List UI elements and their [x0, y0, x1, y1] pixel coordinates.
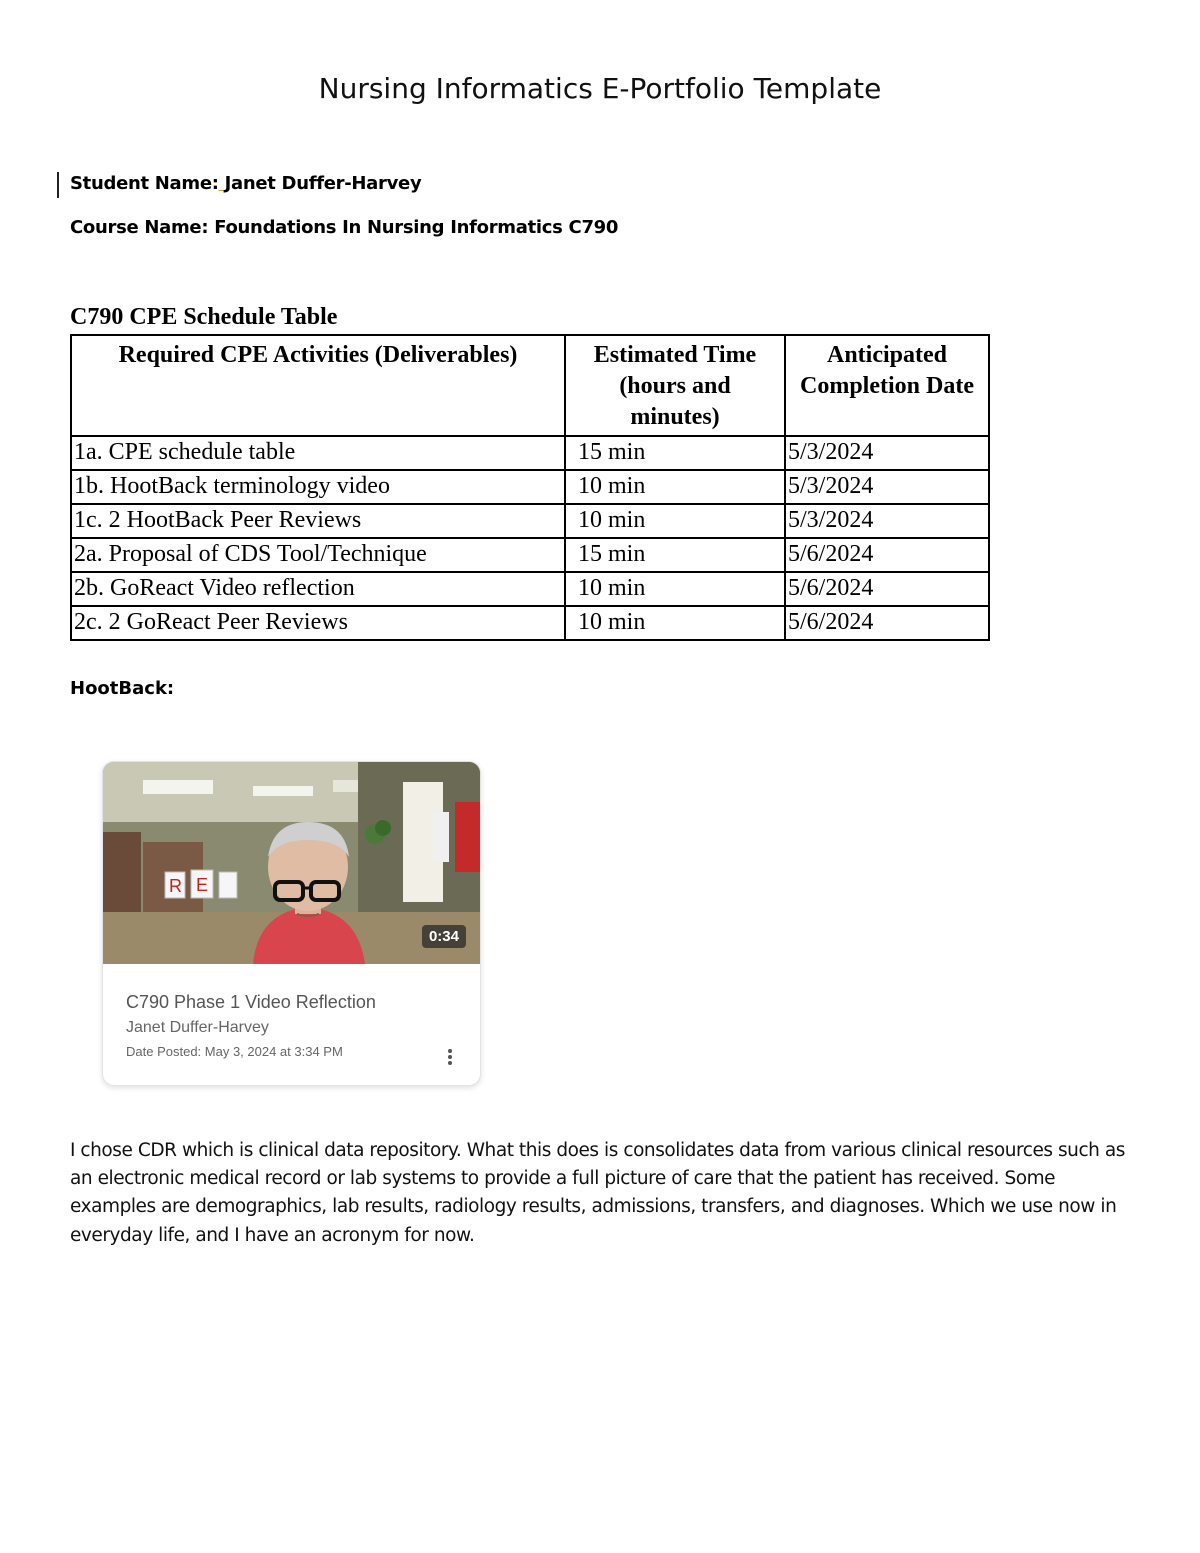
time-cell: 15 min: [565, 436, 785, 470]
activity-cell: 1c. 2 HootBack Peer Reviews: [71, 504, 565, 538]
time-cell: 10 min: [565, 470, 785, 504]
course-name-line: [70, 217, 618, 238]
header-estimated-time: Estimated Time (hours and minutes): [565, 335, 785, 436]
table-row: [71, 470, 989, 504]
date-cell: 5/3/2024: [785, 436, 989, 470]
sign-letter: E: [196, 875, 209, 895]
date-cell: 5/3/2024: [785, 504, 989, 538]
text-cursor: [57, 172, 59, 198]
hootback-label: HootBack:: [70, 678, 175, 699]
more-vertical-icon[interactable]: [442, 1047, 458, 1067]
time-cell: 10 min: [565, 572, 785, 606]
video-card[interactable]: [102, 761, 481, 1086]
time-cell: 15 min: [565, 538, 785, 572]
time-cell: 10 min: [565, 504, 785, 538]
course-name-value: Foundations In Nursing Informatics C790: [214, 217, 619, 238]
student-name-label: Student Name:: [70, 173, 219, 194]
table-header-row: [71, 335, 989, 436]
table-row: [71, 572, 989, 606]
date-cell: 5/3/2024: [785, 470, 989, 504]
video-author: Janet Duffer-Harvey: [126, 1019, 269, 1036]
date-cell: 5/6/2024: [785, 606, 989, 640]
video-title[interactable]: C790 Phase 1 Video Reflection: [126, 992, 376, 1012]
table-row: [71, 504, 989, 538]
video-date-posted: Date Posted: May 3, 2024 at 3:34 PM: [126, 1044, 343, 1059]
video-duration-badge: 0:34: [422, 925, 466, 948]
table-caption: C790 CPE Schedule Table: [70, 304, 338, 330]
date-cell: 5/6/2024: [785, 538, 989, 572]
header-activities: Required CPE Activities (Deliverables): [71, 335, 565, 436]
page-title: Nursing Informatics E-Portfolio Template: [318, 72, 882, 105]
student-name-line: [70, 173, 421, 194]
course-name-label: Course Name:: [70, 217, 209, 238]
sign-letter: R: [169, 876, 182, 896]
table-row: [71, 538, 989, 572]
student-name-value: Janet Duffer-Harvey: [224, 173, 422, 194]
activity-cell: 2b. GoReact Video reflection: [71, 572, 565, 606]
table-row: [71, 436, 989, 470]
activity-cell: 1b. HootBack terminology video: [71, 470, 565, 504]
activity-cell: 2a. Proposal of CDS Tool/Technique: [71, 538, 565, 572]
cpe-schedule-table: [70, 334, 990, 641]
time-cell: 10 min: [565, 606, 785, 640]
body-paragraph: I chose CDR which is clinical data repository. What this does is consolidates data from various clinical resources such as an electronic medical record or lab systems to provide a full picture of care that the patient has received. Some examples are demographics, lab results, radiology results, admissions, transfers, and diagnoses. Which we use now in everyday life, and I have an acronym for now.: [70, 1140, 1125, 1246]
activity-cell: 1a. CPE schedule table: [71, 436, 565, 470]
date-cell: 5/6/2024: [785, 572, 989, 606]
table-row: [71, 606, 989, 640]
header-completion-date: Anticipated Completion Date: [785, 335, 989, 436]
activity-cell: 2c. 2 GoReact Peer Reviews: [71, 606, 565, 640]
